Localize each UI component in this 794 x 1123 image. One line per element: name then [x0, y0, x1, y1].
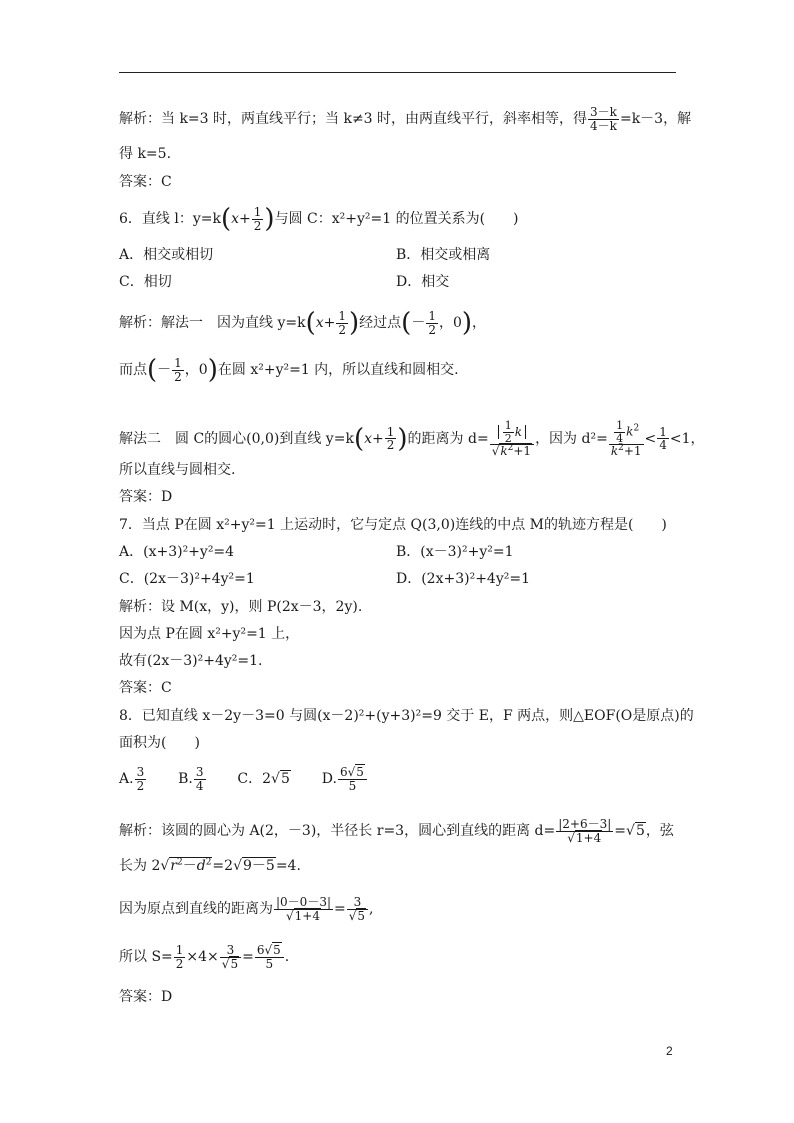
- q5-analysis-line1: 解析：当 k=3 时，两直线平行；当 k≠3 时，由两直线平行，斜率相等，得 $\frac{3-k}{4-k}$ =k－3，解: [119, 105, 692, 133]
- q8-analysis-1: 解析：该圆的圆心为 A(2，－3)，半径长 r=3，圆心到直线的距离 d= $\frac{|2+6-3|}{√1+4}$ =√5，弦: [119, 817, 674, 845]
- q8-stem-1: 8．已知直线 x－2y－3=0 与圆(x－2)²+(y+3)²=9 交于 E，F 两点，则△EOF(O是原点)的: [119, 708, 694, 724]
- q7-stem: 7．当点 P在圆 x²+y²=1 上运动时，它与定点 Q(3,0)连线的中点 M的轨迹方程是( ): [119, 517, 667, 533]
- q7-option-d: D．(2x+3)²+4y²=1: [396, 571, 530, 587]
- q8-option-d: D. $\frac{6√5}{5}$: [322, 771, 368, 787]
- q6-method1-line2: 而点(－ $\frac{1}{2}$ ，0)在圆 x²+y²=1 内，所以直线和圆相交.: [119, 355, 459, 386]
- q6-option-b: B．相交或相离: [396, 247, 491, 263]
- q7-answer: 答案：C: [119, 680, 172, 696]
- q8-analysis-3: 因为原点到直线的距离为 $\frac{|0-0-3|}{√1+4}$ = $\frac{3}{√5}$ ,: [119, 895, 374, 923]
- q7-analysis-3: 故有(2x－3)²+4y²=1.: [119, 653, 263, 669]
- q8-option-a: A. $\frac{3}{2}$: [119, 765, 145, 793]
- q6-option-c: C．相切: [119, 274, 172, 290]
- q5-analysis-line2: 得 k=5.: [119, 146, 172, 162]
- q5-fraction: $\frac{3-k}{4-k}$: [590, 105, 617, 133]
- header-rule: [119, 72, 676, 73]
- q6-dsquared-fraction: $\frac{1}{4}$ $k^2$ $k^2+1$: [610, 419, 642, 459]
- q6-stem: 6．直线 l：y=k(x+ $\frac{1}{2}$ )与圆 C：x²+y²=1 的位置关系为( ): [119, 204, 519, 235]
- q6-answer: 答案：D: [119, 489, 173, 505]
- q8-option-c: C．2√5: [237, 771, 290, 788]
- q8-stem-2: 面积为( ): [119, 735, 200, 751]
- q7-option-b: B．(x－3)²+y²=1: [396, 544, 514, 560]
- q6-method2-line1: 解法二 圆 C的圆心(0,0)到直线 y=k(x+ $\frac{1}{2}$ )的距离为 d= $\frac{1}{2}$ k $√k^2+1$ ，因为 d²= $\frac{1}{4}$ $k^2$ $k^2+1$ < $\frac{1}{4}$ <1，: [119, 419, 705, 459]
- q7-analysis-1: 解析：设 M(x，y)，则 P(2x－3，2y).: [119, 599, 363, 615]
- q6-distance-fraction: $\frac{1}{2}$ k $√k^2+1$: [490, 420, 534, 458]
- q6-option-d: D．相交: [396, 274, 450, 290]
- q8-options: [119, 766, 368, 792]
- q8-analysis-4: 所以 S= $\frac{1}{2}$ ×4× $\frac{3}{√5}$ = $\frac{6√5}{5}$ .: [119, 943, 290, 971]
- page-number: 2: [666, 1044, 673, 1058]
- q8-option-b: B. $\frac{3}{4}$: [178, 765, 204, 793]
- q6-option-a: A．相交或相切: [119, 247, 214, 263]
- q8-analysis-2: 长为 $2√r^2-d^2=2√9-5=4$.: [119, 857, 301, 874]
- q7-option-c: C．(2x－3)²+4y²=1: [119, 571, 255, 587]
- q7-option-a: A．(x+3)²+y²=4: [119, 544, 235, 560]
- q6-method1-line1: 解析：解法一 因为直线 y=k(x+ $\frac{1}{2}$ )经过点(－ $\frac{1}{2}$ ，0)，: [119, 308, 487, 339]
- q6-method2-line2: 所以直线与圆相交.: [119, 462, 236, 478]
- q8-answer: 答案：D: [119, 989, 173, 1005]
- q5-answer: 答案：C: [119, 174, 172, 190]
- q7-analysis-2: 因为点 P在圆 x²+y²=1 上，: [119, 626, 300, 642]
